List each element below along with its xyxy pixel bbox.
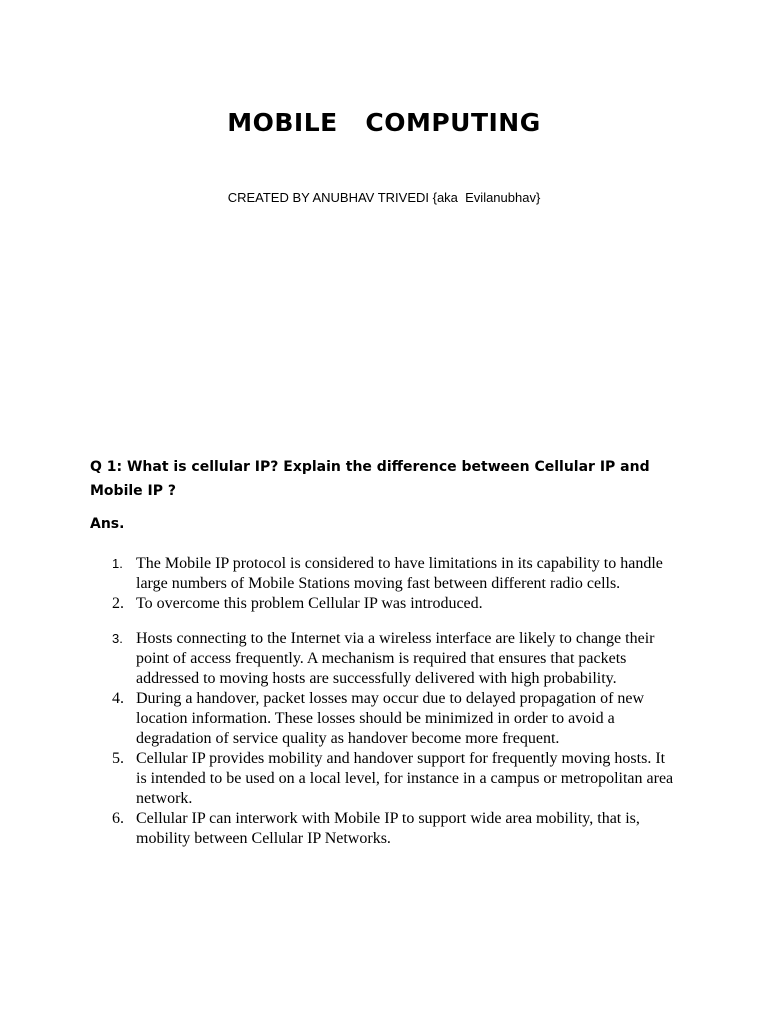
list-item-text: Cellular IP provides mobility and handover support for frequently moving hosts. It is intended to be used on a local level, for instance in a campus or metropolitan area network.	[136, 750, 674, 807]
list-item	[0, 689, 676, 749]
list-item	[0, 629, 676, 689]
list-item-number: 4.	[112, 690, 124, 707]
list-item	[0, 554, 676, 594]
document-title: MOBILE COMPUTING	[227, 108, 541, 137]
list-item	[0, 809, 676, 849]
answer-label: Ans.	[90, 516, 125, 532]
list-item	[0, 749, 676, 809]
list-item-text: Cellular IP can interwork with Mobile IP to support wide area mobility, that is, mobility between Cellular IP Networks.	[136, 810, 640, 847]
list-item-text: During a handover, packet losses may occur due to delayed propagation of new location information. These losses should be minimized in order to avoid a degradation of service quality as handover become more frequent.	[136, 690, 645, 747]
list-item-number: 1.	[112, 556, 123, 571]
list-item-text: To overcome this problem Cellular IP was introduced.	[136, 595, 483, 612]
list-item-number: 5.	[112, 750, 124, 767]
list-item	[0, 594, 676, 614]
list-item-text: Hosts connecting to the Internet via a wireless interface are likely to change their point of access frequently. A mechanism is required that ensures that packets addressed to moving hosts are successfully delivered with high probability.	[136, 630, 655, 687]
author-credit: CREATED BY ANUBHAV TRIVEDI {aka Evilanubhav}	[227, 190, 541, 205]
list-item-number: 2.	[112, 595, 124, 612]
list-item-number: 3.	[112, 631, 123, 646]
list-item-number: 6.	[112, 810, 124, 827]
answer-list	[0, 554, 768, 849]
list-item-text: The Mobile IP protocol is considered to have limitations in its capability to handle large numbers of Mobile Stations moving fast between different radio cells.	[136, 555, 663, 592]
question-heading: Q 1: What is cellular IP? Explain the difference between Cellular IP and Mobile IP ?	[90, 459, 650, 499]
